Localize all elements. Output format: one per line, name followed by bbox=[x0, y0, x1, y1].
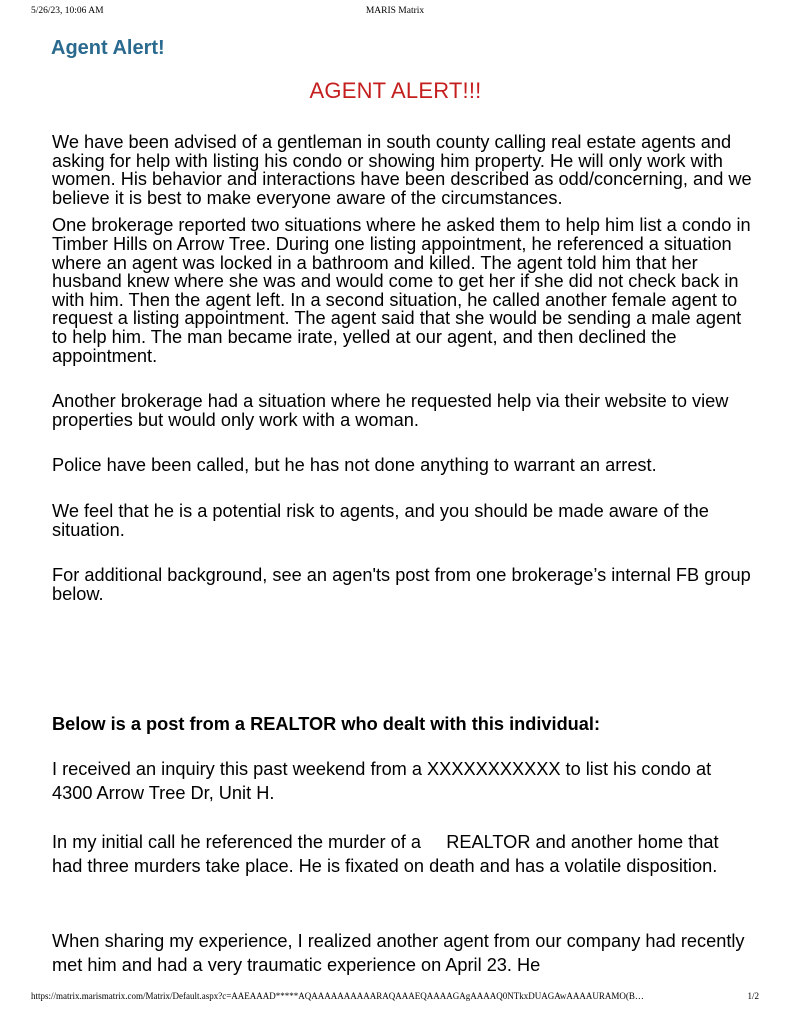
intro-paragraph-2: One brokerage reported two situations where he asked them to help him list a condo in Timber Hills on Arrow Tree. During one listing appointment, he referenced a situation where an agent was locked in a bathroom and killed. The agent told him that her husband knew where she was and would come to get her if she did not check back in with him. Then the agent left. In a second situation, he called another female agent to request a listing appointment. The agent said that she would be sending a male agent to help him. The man became irate, yelled at our agent, and then declined the appointment. bbox=[52, 215, 751, 366]
intro-paragraph-1: We have been advised of a gentleman in south county calling real estate agents and asking for help with listing his condo or showing him property. He will only work with women. His behavior and interactions have been described as odd/concerning, and we believe it is best to make everyone aware of the circumstances. bbox=[52, 132, 752, 208]
intro-paragraph-3: Another brokerage had a situation where he requested help via their website to view properties but would only work with a woman. bbox=[52, 391, 729, 430]
intro-paragraph-4: Police have been called, but he has not done anything to warrant an arrest. bbox=[52, 455, 657, 476]
post-heading: Below is a post from a REALTOR who dealt with this individual: bbox=[52, 714, 601, 734]
post-paragraph-2: In my initial call he referenced the murder of a REALTOR and another home that had three murders take place. He is fixated on death and has a volatile disposition. bbox=[52, 832, 724, 876]
print-datetime: 5/26/23, 10:06 AM bbox=[31, 6, 104, 16]
alert-body bbox=[52, 133, 752, 603]
alert-heading: AGENT ALERT!!! bbox=[309, 78, 482, 103]
print-page-title: MARIS Matrix bbox=[365, 6, 425, 16]
intro-paragraph-6: For additional background, see an agen'ts post from one brokerage’s internal FB group below. bbox=[52, 565, 751, 604]
post-paragraph-3: When sharing my experience, I realized another agent from our company had recently met him and had a very traumatic experience on April 23. He bbox=[52, 931, 750, 975]
print-url: https://matrix.marismatrix.com/Matrix/Default.aspx?c=AAEAAAD*****AQAAAAAAAAAARAQAAAEQAAAAGAgAAAAQ0NTkxDUAGAwAAAAURAMO(B… bbox=[31, 991, 644, 1001]
print-header bbox=[31, 6, 759, 20]
intro-paragraph-5: We feel that he is a potential risk to agents, and you should be made aware of the situation. bbox=[52, 500, 709, 540]
post-paragraph-1: I received an inquiry this past weekend from a XXXXXXXXXXX to list his condo at 4300 Arrow Tree Dr, Unit H. bbox=[52, 759, 717, 803]
print-footer bbox=[31, 991, 759, 1005]
page-title: Agent Alert! bbox=[51, 37, 165, 59]
print-page-number: 1/2 bbox=[747, 991, 759, 1001]
